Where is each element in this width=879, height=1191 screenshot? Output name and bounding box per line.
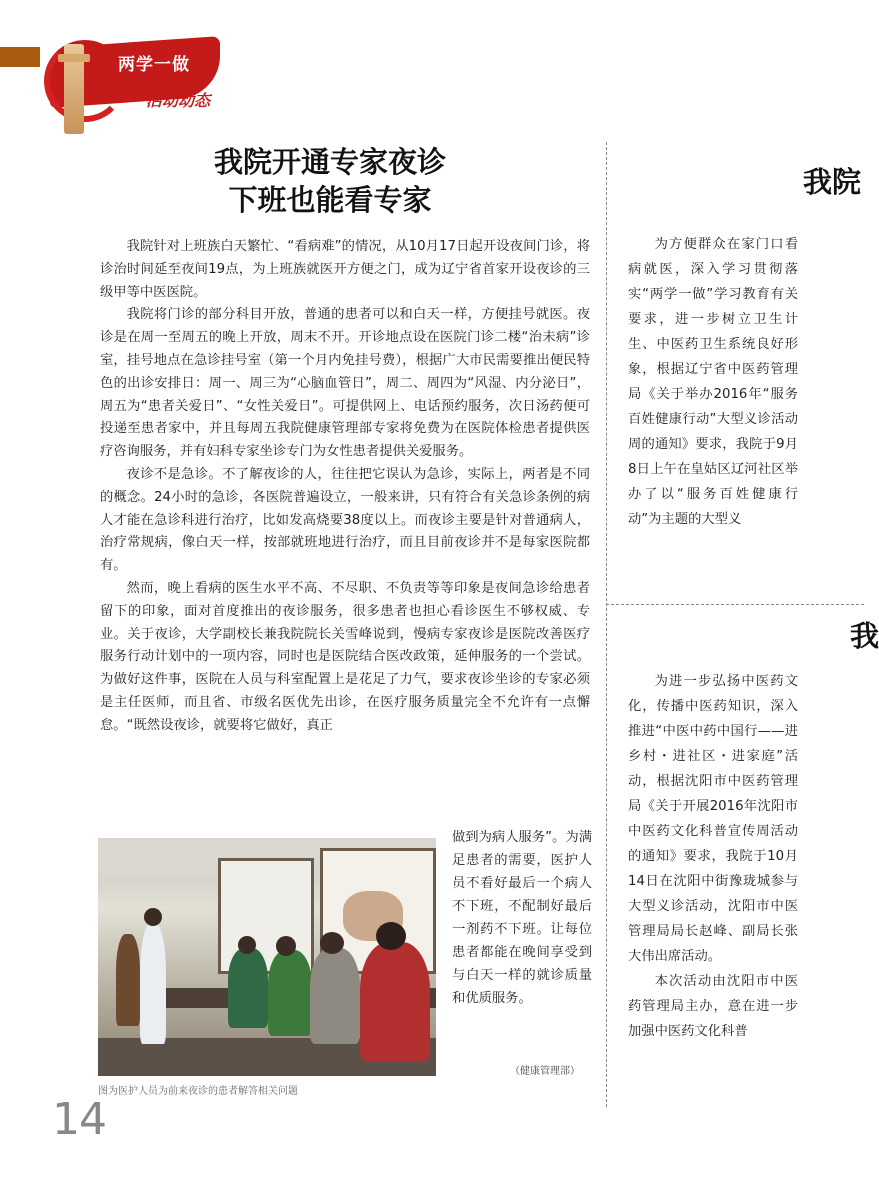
article-paragraph: 我院将门诊的部分科目开放，普通的患者可以和白天一样，方便挂号就医。夜诊是在周一至周五的晚上开放，周末不开。开诊地点设在医院门诊二楼“治未病”诊室，挂号地点在急诊挂号室（第一个月内免挂号费），根据广大市民需要推出便民特色的出诊安排日：周一、周三为“心脑血管日”，周二、周四为“风湿、内分泌日”，周五为“患者关爱日”、“女性关爱日”。可提供网上、电话预约服务，次日汤药便可投递至患者家中，并且每周五我院健康管理部专家将免费为在医院体检患者提供医疗咨询服务，并有妇科专家坐诊专门为女性患者提供关爱服务。	[100, 307, 590, 460]
ornamental-pillar-icon	[64, 44, 84, 134]
section-badge-sublabel: 活动动态	[146, 91, 211, 110]
article-paragraph: 夜诊不是急诊。不了解夜诊的人，往往把它误认为急诊，实际上，两者是不同的概念。24小时的急诊，各医院普遍设立，一般来讲，只有符合有关急诊条例的病人才能在急诊科进行治疗，比如发高烧要38度以上。而夜诊主要是针对普通病人，治疗常规病，像白天一样，按部就班地进行治疗，而且目前夜诊并不是每家医院都有。	[100, 466, 590, 574]
column-divider	[606, 142, 607, 1107]
article-title-line2: 下班也能看专家	[228, 183, 432, 217]
section-divider	[606, 604, 864, 605]
right-article-paragraph: 为方便群众在家门口看病就医，深入学习贯彻落实“两学一做”学习教育有关要求，进一步树立卫生计生、中医药卫生系统良好形象，根据辽宁省中医药管理局《关于举办2016年“服务百姓健康行动”大型义诊活动周的通知》要求，我院于9月8日上午在皇姑区辽河社区举办了以“服务百姓健康行动”为主题的大型义	[628, 237, 798, 527]
red-ring-icon	[44, 40, 126, 122]
page-number: 14	[52, 1094, 106, 1145]
article-photo	[98, 838, 436, 1076]
photo-caption: 图为医护人员为前来夜诊的患者解答相关问题	[98, 1086, 298, 1097]
article-body	[100, 236, 590, 738]
right-article2-paragraph: 为进一步弘扬中医药文化，传播中医药知识，深入推进“中医中药中国行——进乡村・进社区・进家庭”活动，根据沈阳市中医药管理局《关于开展2016年沈阳市中医药文化科普宣传周活动的通知》要求，我院于10月14日在沈阳中街豫珑城参与大型义诊活动，沈阳市中医管理局局长赵峰、副局长张大伟出席活动。	[628, 674, 798, 964]
article-inset-text: 做到为病人服务”。为满足患者的需要，医护人员不看好最后一个病人不下班，不配制好最后一剂药不下班。让每位患者都能在晚间享受到与白天一样的就诊质量和优质服务。	[452, 830, 592, 1006]
article-title-line1: 我院开通专家夜诊	[213, 145, 446, 179]
right-article-body	[628, 232, 798, 532]
right-article2-title-fragment: 我	[850, 619, 879, 653]
right-article2-body	[628, 669, 798, 1044]
article-title	[150, 143, 510, 219]
article-paragraph: 然而，晚上看病的医生水平不高、不尽职、不负责等等印象是夜间急诊给患者留下的印象，面对首度推出的夜诊服务，很多患者也担心看诊医生不够权威、专业。关于夜诊，大学副校长兼我院院长关雪峰说到，慢病专家夜诊是医院改善医疗服务行动计划中的一项内容，同时也是医院结合医改政策，延伸服务的一个尝试。为做好这件事，医院在人员与科室配置上是花足了力气，要求夜诊坐诊的专家必须是主任医师，而且省、市级名医优先出诊，在医疗服务质量完全不允许有一点懈怠。“既然设夜诊，就要将它做好，真正	[100, 580, 590, 733]
right-article2-paragraph: 本次活动由沈阳市中医药管理局主办，意在进一步加强中医药文化科普	[628, 974, 798, 1039]
section-badge-label: 两学一做	[118, 55, 190, 75]
article-paragraph: 我院针对上班族白天繁忙、“看病难”的情况，从10月17日起开设夜间门诊，将诊治时间延至夜间19点，为上班族就医开方便之门，成为辽宁省首家开设夜诊的三级甲等中医医院。	[100, 239, 590, 300]
right-article-title-fragment: 我院	[803, 165, 862, 199]
article-credit: （健康管理部）	[510, 1066, 580, 1077]
header-accent-bar	[0, 47, 40, 67]
